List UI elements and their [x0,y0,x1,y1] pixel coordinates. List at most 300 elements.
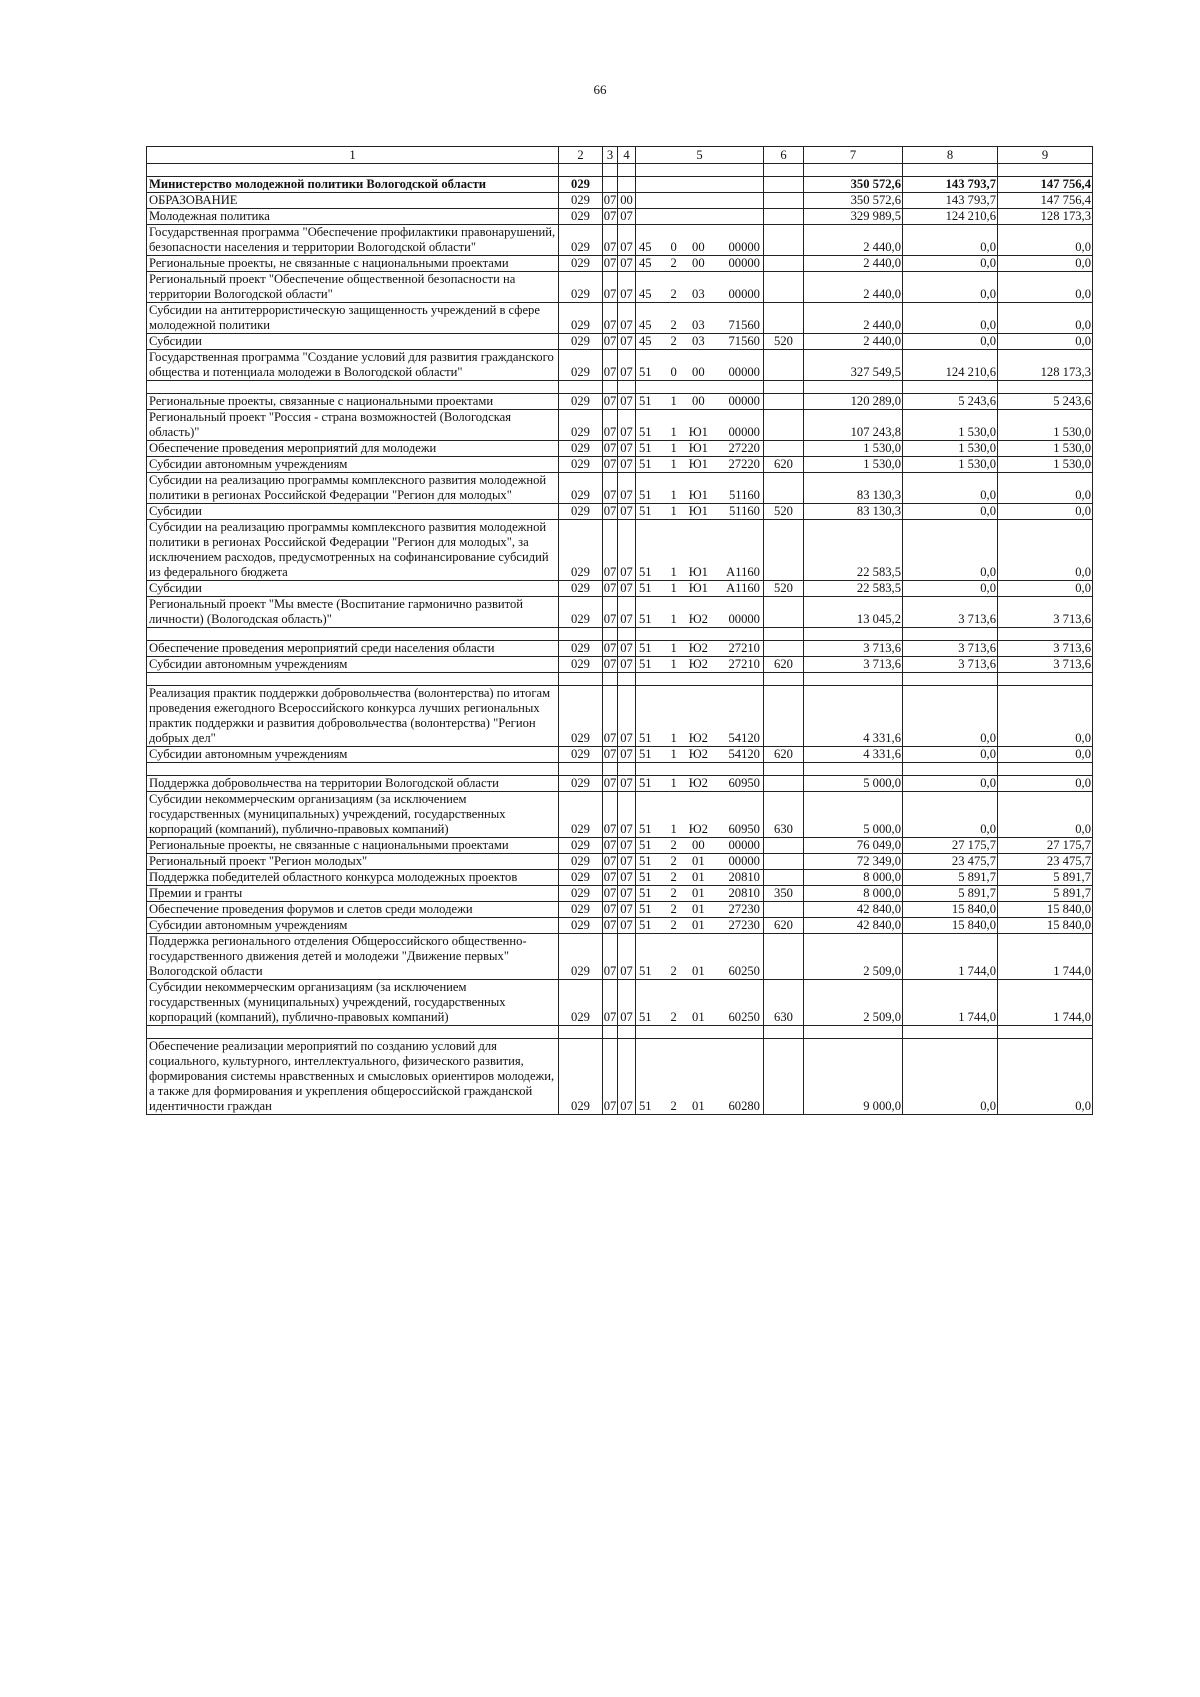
table-row [147,303,1093,334]
amount-year-1: 22 583,5 [804,581,903,597]
amount-year-2: 0,0 [903,504,998,520]
subsection-code: 07 [618,410,636,441]
table-row [147,225,1093,256]
amount-year-3: 147 756,4 [998,177,1093,193]
section-code: 07 [603,657,617,671]
table-row [147,1039,1093,1115]
target-article-parts [636,902,763,917]
amount-year-2: 23 475,7 [903,854,998,870]
amount-year-2: 1 530,0 [903,457,998,473]
section-code: 07 [603,225,618,256]
row-name: Субсидии автономным учреждениям [147,657,559,673]
grbs-code: 029 [559,520,603,581]
row-name: Региональный проект "Мы вместе (Воспитание гармонично развитой личности) (Вологодская область)" [147,597,559,628]
section-code: 07 [603,350,618,381]
spacer-cell [636,763,764,776]
grbs-code: 029 [559,886,603,902]
table-row [147,641,1093,657]
target-article-code [636,193,764,209]
section-code: 07 [603,473,618,504]
target-article-code [636,1039,764,1115]
spacer-cell [559,628,603,641]
target-article-part: 20810 [728,886,760,900]
target-article-code [636,350,764,381]
spacer-cell [559,1026,603,1039]
target-article-part: 1 [670,504,677,518]
grbs-code: 029 [559,256,603,272]
row-name: Субсидии [147,581,559,597]
target-article-part: Ю2 [688,641,708,655]
target-article-code [636,457,764,473]
target-article-part: 2 [670,334,677,348]
target-article-part: 1 [670,457,677,471]
amount-year-1: 5 000,0 [804,776,903,792]
spacer-cell [603,164,618,177]
amount-year-2: 0,0 [903,303,998,334]
target-article-part: Ю2 [688,776,708,790]
target-article-part: 2 [670,838,677,852]
amount-year-2: 15 840,0 [903,902,998,918]
spacer-cell [603,1026,618,1039]
row-name: Региональные проекты, связанные с национальными проектами [147,394,559,410]
amount-year-1: 350 572,6 [804,193,903,209]
section-code: 07 [603,980,618,1026]
amount-year-1: 2 509,0 [804,980,903,1026]
target-article-part: 03 [692,334,705,348]
amount-year-3: 0,0 [998,686,1093,747]
amount-year-3: 0,0 [998,303,1093,334]
amount-year-1: 9 000,0 [804,1039,903,1115]
target-article-part: 01 [692,1010,705,1024]
target-article-part: 54120 [728,731,760,745]
subsection-code: 07 [618,457,636,473]
grbs-code: 029 [559,209,603,225]
amount-year-2: 124 210,6 [903,209,998,225]
amount-year-3: 147 756,4 [998,193,1093,209]
subsection-code: 07 [618,581,636,597]
target-article-part: 45 [639,318,652,332]
target-article-code [636,410,764,441]
target-article-part: 2 [670,902,677,916]
target-article-part: Ю1 [688,581,708,595]
expense-type-code [764,441,804,457]
subsection-code: 07 [618,504,636,520]
target-article-parts [636,886,763,901]
target-article-parts [636,365,763,380]
target-article-part: 51 [639,854,652,868]
grbs-code: 029 [559,272,603,303]
target-article-parts [636,425,763,440]
section-code: 07 [603,504,617,518]
target-article-part: 27230 [728,902,760,916]
row-name: Обеспечение реализации мероприятий по созданию условий для социального, культурного, интеллектуального, физического развития, формирования системы нравственных и смысловых ориентиров молодежи, а также для формирования и укрепления общероссийской гражданской идентичности граждан [147,1039,559,1115]
target-article-code [636,657,764,673]
section-code: 07 [603,918,617,932]
grbs-code: 029 [559,934,603,980]
row-name: Субсидии автономным учреждениям [147,747,559,763]
target-article-part: 01 [692,1099,705,1113]
target-article-part: 2 [670,1010,677,1024]
grbs-code: 029 [559,747,603,763]
amount-year-3: 5 891,7 [998,886,1093,902]
section-code: 07 [603,209,617,223]
spacer-cell [618,673,636,686]
grbs-code: 029 [559,334,603,350]
row-name: Поддержка регионального отделения Общероссийского общественно-государственного движения детей и молодежи "Движение первых" Вологодской области [147,934,559,980]
target-article-part: 00000 [728,854,760,868]
expense-type-code [764,473,804,504]
expense-type-code: 620 [764,457,804,473]
expense-type-code [764,686,804,747]
target-article-part: 51 [639,581,652,595]
target-article-part: 1 [670,565,677,579]
expense-type-code: 630 [764,792,804,838]
target-article-part: 51 [639,747,652,761]
spacer-cell [998,1026,1093,1039]
amount-year-3: 0,0 [998,747,1093,763]
amount-year-2: 0,0 [903,520,998,581]
amount-year-3: 15 840,0 [998,918,1093,934]
target-article-code [636,177,764,193]
row-name: Региональный проект "Регион молодых" [147,854,559,870]
header-cell: 3 [603,147,618,164]
spacer-cell [147,763,559,776]
amount-year-3: 0,0 [998,504,1093,520]
target-article-part: 60250 [728,1010,760,1024]
row-name: Региональные проекты, не связанные с национальными проектами [147,838,559,854]
expense-type-code [764,272,804,303]
page-number: 66 [593,82,607,97]
amount-year-2: 3 713,6 [903,597,998,628]
subsection-code: 07 [618,747,636,763]
subsection-code: 07 [618,520,636,581]
target-article-code [636,886,764,902]
section-code: 07 [603,870,617,884]
target-article-part: 51 [639,657,652,671]
expense-type-code [764,641,804,657]
amount-year-2: 0,0 [903,1039,998,1115]
target-article-parts [636,838,763,853]
amount-year-3: 5 243,6 [998,394,1093,410]
spacer-cell [636,164,764,177]
target-article-part: 00000 [728,256,760,270]
table-row [147,870,1093,886]
target-article-parts [636,918,763,933]
target-article-part: 51160 [728,504,760,518]
target-article-part: 1 [670,657,677,671]
target-article-part: 1 [670,394,677,408]
section-code: 07 [603,747,617,761]
target-article-part: 2 [670,886,677,900]
row-name: Поддержка добровольчества на территории Вологодской области [147,776,559,792]
section-code: 07 [603,581,617,595]
table-row [147,980,1093,1026]
expense-type-code: 350 [764,886,804,902]
header-cell: 5 [636,147,764,164]
target-article-parts [636,581,763,596]
amount-year-2: 1 744,0 [903,934,998,980]
amount-year-3: 1 530,0 [998,410,1093,441]
target-article-part: 51 [639,902,652,916]
spacer-row [147,1026,1093,1039]
table-row [147,441,1093,457]
table-row [147,854,1093,870]
grbs-code: 029 [559,177,603,193]
spacer-cell [903,381,998,394]
target-article-part: 71560 [728,318,760,332]
table-row [147,747,1093,763]
table-row [147,394,1093,410]
amount-year-1: 2 440,0 [804,334,903,350]
subsection-code: 07 [618,934,636,980]
row-name: Субсидии некоммерческим организациям (за исключением государственных (муниципальных) учреждений, государственных корпораций (компаний), публично-правовых компаний) [147,980,559,1026]
table-row [147,193,1093,209]
amount-year-1: 8 000,0 [804,886,903,902]
expense-type-code [764,209,804,225]
target-article-part: Ю1 [688,565,708,579]
section-code: 07 [603,193,617,207]
spacer-cell [618,763,636,776]
target-article-part: 01 [692,918,705,932]
amount-year-1: 4 331,6 [804,747,903,763]
grbs-code: 029 [559,193,603,209]
table-body [147,147,1093,1115]
table-row [147,918,1093,934]
subsection-code: 07 [618,918,636,934]
target-article-part: 1 [670,822,677,836]
spacer-cell [764,381,804,394]
spacer-cell [764,628,804,641]
target-article-part: 00000 [728,240,760,254]
target-article-part: 51 [639,731,652,745]
expense-type-code [764,350,804,381]
spacer-row [147,164,1093,177]
target-article-part: 00 [692,394,705,408]
amount-year-1: 2 509,0 [804,934,903,980]
target-article-parts [636,870,763,885]
target-article-part: 45 [639,287,652,301]
target-article-part: 00 [692,365,705,379]
header-cell: 4 [618,147,636,164]
subsection-code: 07 [618,686,636,747]
table-row [147,272,1093,303]
section-code: 07 [603,792,618,838]
amount-year-3: 27 175,7 [998,838,1093,854]
target-article-part: 51 [639,822,652,836]
spacer-cell [147,628,559,641]
amount-year-2: 0,0 [903,256,998,272]
row-name: Субсидии некоммерческим организациям (за исключением государственных (муниципальных) учреждений, государственных корпораций (компаний), публично-правовых компаний) [147,792,559,838]
expense-type-code [764,854,804,870]
table-row [147,686,1093,747]
target-article-part: 51 [639,918,652,932]
section-code: 07 [603,597,618,628]
target-article-code [636,686,764,747]
amount-year-1: 3 713,6 [804,657,903,673]
target-article-part: Ю2 [688,822,708,836]
target-article-part: Ю1 [688,457,708,471]
subsection-code: 07 [618,902,636,918]
target-article-part: 01 [692,886,705,900]
target-article-part: 51 [639,886,652,900]
target-article-part: 51 [639,776,652,790]
target-article-parts [636,394,763,409]
header-cell: 1 [147,147,559,164]
target-article-part: 00000 [728,838,760,852]
section-code: 07 [603,441,617,455]
target-article-part: 51 [639,565,652,579]
target-article-code [636,870,764,886]
subsection-code: 07 [618,854,636,870]
spacer-cell [559,763,603,776]
amount-year-1: 13 045,2 [804,597,903,628]
table-row [147,520,1093,581]
table-row [147,410,1093,441]
header-row [147,147,1093,164]
grbs-code: 029 [559,902,603,918]
row-name: Реализация практик поддержки добровольчества (волонтерства) по итогам проведения ежегодного Всероссийского конкурса лучших региональных практик поддержки и развития добровольчества (волонтерства) "Регион добрых дел" [147,686,559,747]
target-article-parts [636,731,763,746]
grbs-code: 029 [559,473,603,504]
target-article-part: 27230 [728,918,760,932]
amount-year-1: 83 130,3 [804,473,903,504]
target-article-part: 00000 [728,394,760,408]
subsection-code: 07 [618,1039,636,1115]
row-name: Молодежная политика [147,209,559,225]
grbs-code: 029 [559,410,603,441]
table-row [147,334,1093,350]
spacer-cell [618,164,636,177]
amount-year-3: 0,0 [998,581,1093,597]
grbs-code: 029 [559,303,603,334]
target-article-part: 0 [670,240,677,254]
spacer-row [147,628,1093,641]
subsection-code: 07 [618,792,636,838]
row-name: Обеспечение проведения мероприятий среди населения области [147,641,559,657]
table-row [147,886,1093,902]
target-article-part: 00000 [728,425,760,439]
amount-year-3: 15 840,0 [998,902,1093,918]
spacer-cell [804,673,903,686]
target-article-part: 51 [639,504,652,518]
header-cell: 7 [804,147,903,164]
target-article-part: 1 [670,488,677,502]
grbs-code: 029 [559,918,603,934]
target-article-part: 01 [692,964,705,978]
target-article-part: 27220 [728,457,760,471]
target-article-parts [636,441,763,456]
target-article-code [636,394,764,410]
target-article-code [636,303,764,334]
amount-year-2: 1 744,0 [903,980,998,1026]
section-code: 07 [603,686,618,747]
target-article-parts [636,854,763,869]
subsection-code: 07 [618,870,636,886]
grbs-code: 029 [559,504,603,520]
target-article-code [636,581,764,597]
amount-year-3: 128 173,3 [998,209,1093,225]
row-name: Субсидии автономным учреждениям [147,918,559,934]
amount-year-1: 22 583,5 [804,520,903,581]
target-article-parts [636,747,763,762]
target-article-part: 00 [692,256,705,270]
amount-year-1: 2 440,0 [804,256,903,272]
section-code: 07 [603,303,618,334]
target-article-code [636,854,764,870]
target-article-parts [636,488,763,503]
amount-year-2: 0,0 [903,792,998,838]
target-article-parts [636,822,763,837]
amount-year-3: 0,0 [998,272,1093,303]
expense-type-code [764,193,804,209]
amount-year-3: 1 744,0 [998,934,1093,980]
expense-type-code: 620 [764,657,804,673]
amount-year-3: 0,0 [998,520,1093,581]
spacer-cell [147,164,559,177]
target-article-part: 01 [692,854,705,868]
amount-year-1: 3 713,6 [804,641,903,657]
expense-type-code [764,225,804,256]
section-code: 07 [603,641,617,655]
target-article-part: 45 [639,256,652,270]
amount-year-2: 0,0 [903,581,998,597]
target-article-part: 03 [692,287,705,301]
target-article-part: 60950 [728,822,760,836]
spacer-cell [603,381,618,394]
grbs-code: 029 [559,776,603,792]
subsection-code: 07 [618,641,636,657]
section-code: 07 [603,776,617,790]
target-article-part: Ю1 [688,425,708,439]
table-row [147,457,1093,473]
subsection-code: 07 [618,838,636,854]
spacer-cell [804,763,903,776]
target-article-part: 00000 [728,287,760,301]
amount-year-3: 0,0 [998,256,1093,272]
expense-type-code [764,776,804,792]
amount-year-3: 0,0 [998,334,1093,350]
spacer-cell [636,1026,764,1039]
grbs-code: 029 [559,394,603,410]
spacer-cell [998,628,1093,641]
spacer-cell [147,381,559,394]
amount-year-3: 3 713,6 [998,597,1093,628]
spacer-cell [998,673,1093,686]
amount-year-3: 0,0 [998,473,1093,504]
target-article-part: A1160 [726,581,760,595]
spacer-cell [618,1026,636,1039]
grbs-code: 029 [559,854,603,870]
section-code: 07 [603,838,617,852]
expense-type-code: 520 [764,581,804,597]
target-article-parts [636,1099,763,1114]
row-name: Субсидии на антитеррористическую защищенность учреждений в сфере молодежной политики [147,303,559,334]
target-article-part: 1 [670,441,677,455]
amount-year-2: 0,0 [903,334,998,350]
amount-year-1: 329 989,5 [804,209,903,225]
target-article-part: 51 [639,365,652,379]
target-article-parts [636,287,763,302]
grbs-code: 029 [559,641,603,657]
spacer-cell [603,628,618,641]
grbs-code: 029 [559,657,603,673]
amount-year-2: 3 713,6 [903,657,998,673]
amount-year-2: 5 891,7 [903,886,998,902]
spacer-cell [998,164,1093,177]
target-article-parts [636,256,763,271]
target-article-part: 27210 [728,641,760,655]
target-article-parts [636,1010,763,1025]
